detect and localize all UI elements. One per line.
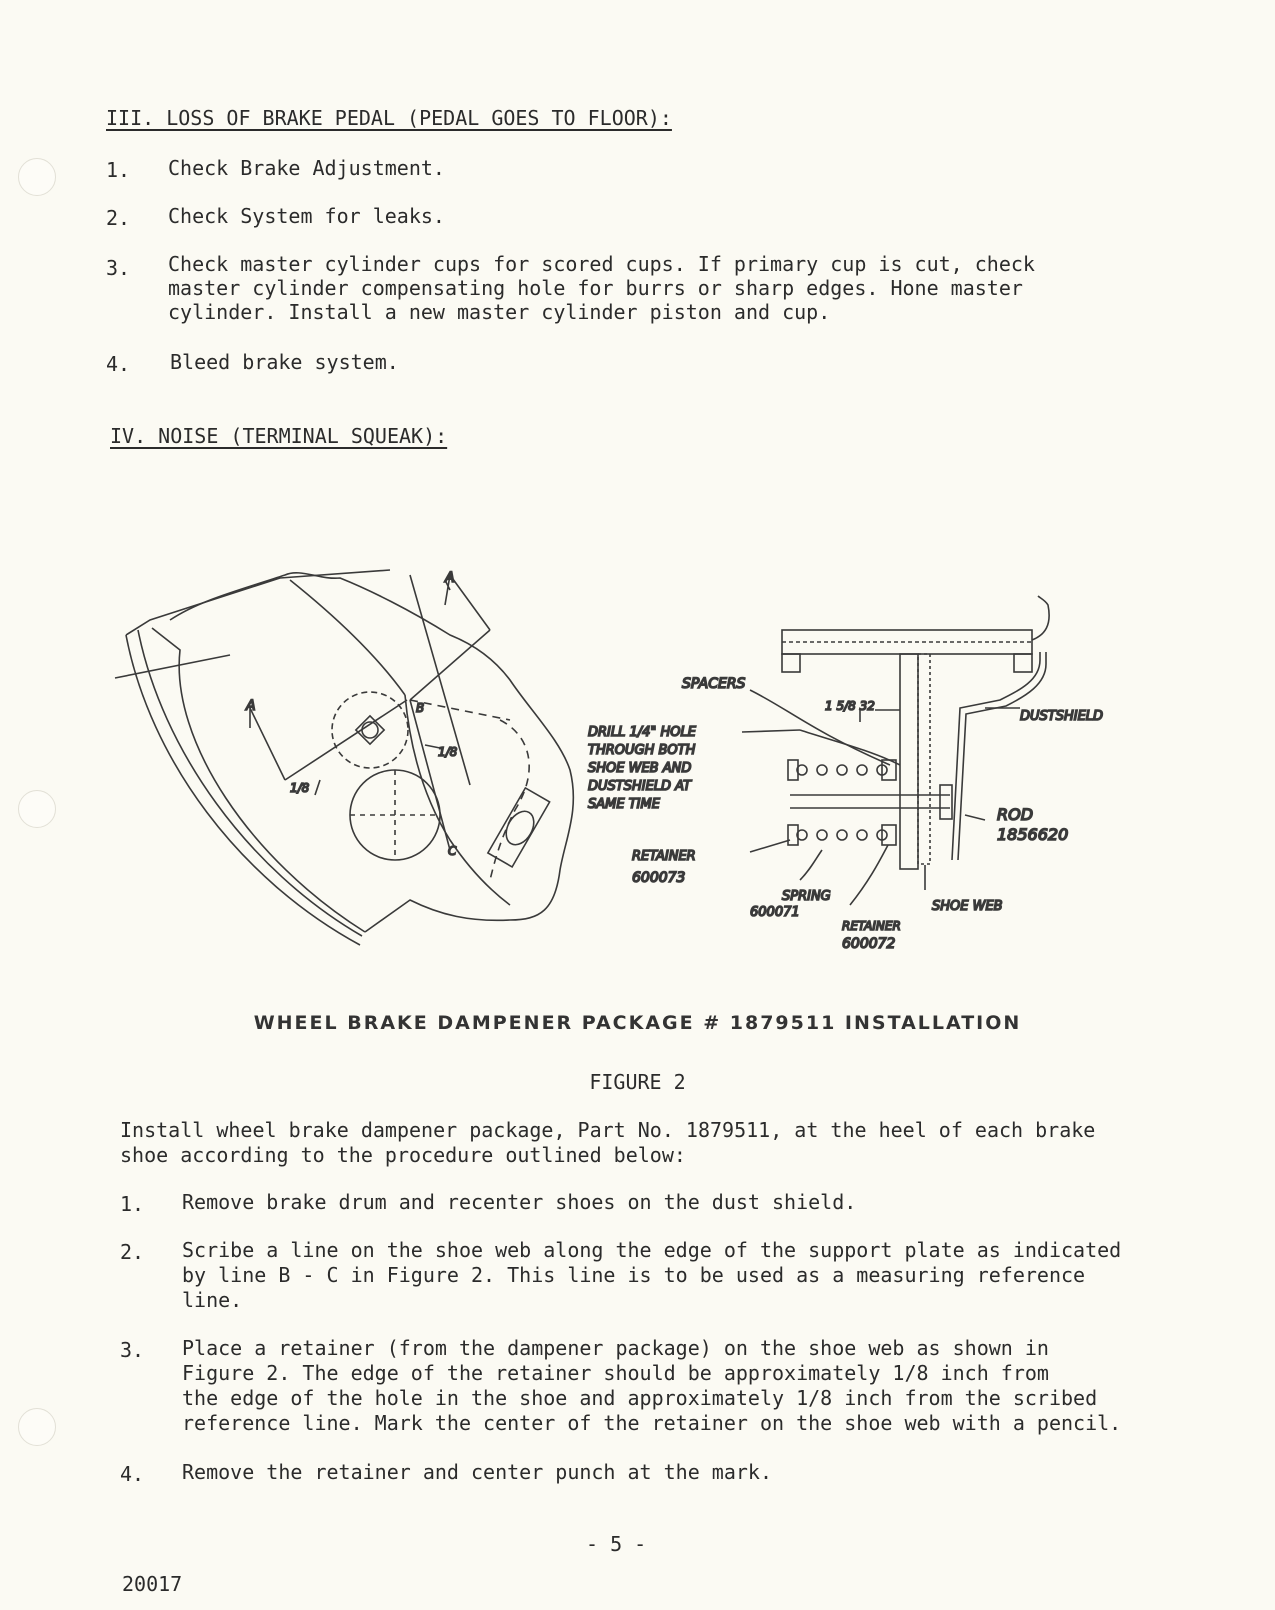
figure-caption: WHEEL BRAKE DAMPENER PACKAGE # 1879511 INSTALLATION <box>253 1012 1022 1034</box>
label-retainer-2-number: 600072 <box>842 936 896 952</box>
list-item-number: 4. <box>106 352 131 376</box>
list-item-text: the edge of the hole in the shoe and approximately 1/8 inch from the scribed <box>182 1386 1098 1410</box>
label-spring: SPRING <box>782 889 831 904</box>
label-shoe-web: SHOE WEB <box>932 899 1003 914</box>
list-item-text: Place a retainer (from the dampener package) on the shoe web as shown in <box>182 1336 1049 1360</box>
label-b: B <box>416 701 425 715</box>
label-spacers: SPACERS <box>682 676 746 692</box>
list-item-text: Check Brake Adjustment. <box>168 156 445 180</box>
label-dustshield: DUSTSHIELD <box>1020 709 1104 724</box>
cross-section-view <box>742 596 1049 905</box>
list-item-text: line. <box>182 1288 243 1312</box>
list-item-text: Remove brake drum and recenter shoes on the dust shield. <box>182 1190 857 1214</box>
section-4-heading: IV. NOISE (TERMINAL SQUEAK): <box>110 424 448 448</box>
label-rod: ROD <box>997 805 1034 824</box>
label-drill-4: DUSTSHIELD AT <box>588 779 692 794</box>
label-retainer-1: RETAINER <box>632 849 696 864</box>
list-item-text: master cylinder compensating hole for burrs or sharp edges. Hone master <box>168 276 1023 300</box>
list-item-text: Bleed brake system. <box>170 350 399 374</box>
label-eighth-right: 1/8 <box>438 745 458 759</box>
list-item-number: 4. <box>120 1462 145 1486</box>
list-item-text: by line B - C in Figure 2. This line is to be used as a measuring reference <box>182 1263 1086 1287</box>
install-intro: Install wheel brake dampener package, Part No. 1879511, at the heel of each brake <box>120 1118 1096 1142</box>
section-3-heading: III. LOSS OF BRAKE PEDAL (PEDAL GOES TO FLOOR): <box>106 106 672 130</box>
list-item-text: cylinder. Install a new master cylinder piston and cup. <box>168 300 831 324</box>
list-item-number: 3. <box>106 256 131 280</box>
label-retainer-1-number: 600073 <box>632 870 686 886</box>
binder-hole <box>18 158 56 196</box>
list-item-number: 2. <box>120 1240 145 1264</box>
binder-hole <box>18 790 56 828</box>
label-retainer-2: RETAINER <box>842 919 901 933</box>
list-item-text: Scribe a line on the shoe web along the edge of the support plate as indicated <box>182 1238 1122 1262</box>
list-item-number: 3. <box>120 1338 145 1362</box>
label-c: C <box>448 844 457 858</box>
figure-label: FIGURE 2 <box>589 1070 686 1094</box>
brake-dampener-diagram <box>110 560 1150 960</box>
label-drill-3: SHOE WEB AND <box>588 761 692 776</box>
label-eighth-left: 1/8 <box>290 781 310 795</box>
document-number: 20017 <box>122 1572 183 1596</box>
page-number: - 5 - <box>586 1532 647 1556</box>
label-drill-2: THROUGH BOTH <box>588 743 696 758</box>
list-item-text: Remove the retainer and center punch at the mark. <box>182 1460 773 1484</box>
install-intro: shoe according to the procedure outlined below: <box>120 1143 686 1167</box>
label-a-top: A <box>445 570 455 586</box>
list-item-text: Figure 2. The edge of the retainer should be approximately 1/8 inch from <box>182 1361 1049 1385</box>
binder-hole <box>18 1408 56 1446</box>
list-item-text: reference line. Mark the center of the retainer on the shoe web with a pencil. <box>182 1411 1122 1435</box>
brake-shoe-view <box>115 570 573 945</box>
label-spring-number: 600071 <box>750 905 800 920</box>
list-item-number: 1. <box>120 1192 145 1216</box>
list-item-number: 1. <box>106 158 131 182</box>
list-item-text: Check master cylinder cups for scored cups. If primary cup is cut, check <box>168 252 1035 276</box>
label-drill-5: SAME TIME <box>588 797 660 812</box>
list-item-text: Check System for leaks. <box>168 204 445 228</box>
label-drill-1: DRILL 1/4" HOLE <box>588 725 696 740</box>
label-a-left: A <box>246 698 256 714</box>
label-gap: 1 5/8 32 <box>825 699 875 713</box>
list-item-number: 2. <box>106 206 131 230</box>
label-rod-number: 1856620 <box>997 825 1069 844</box>
